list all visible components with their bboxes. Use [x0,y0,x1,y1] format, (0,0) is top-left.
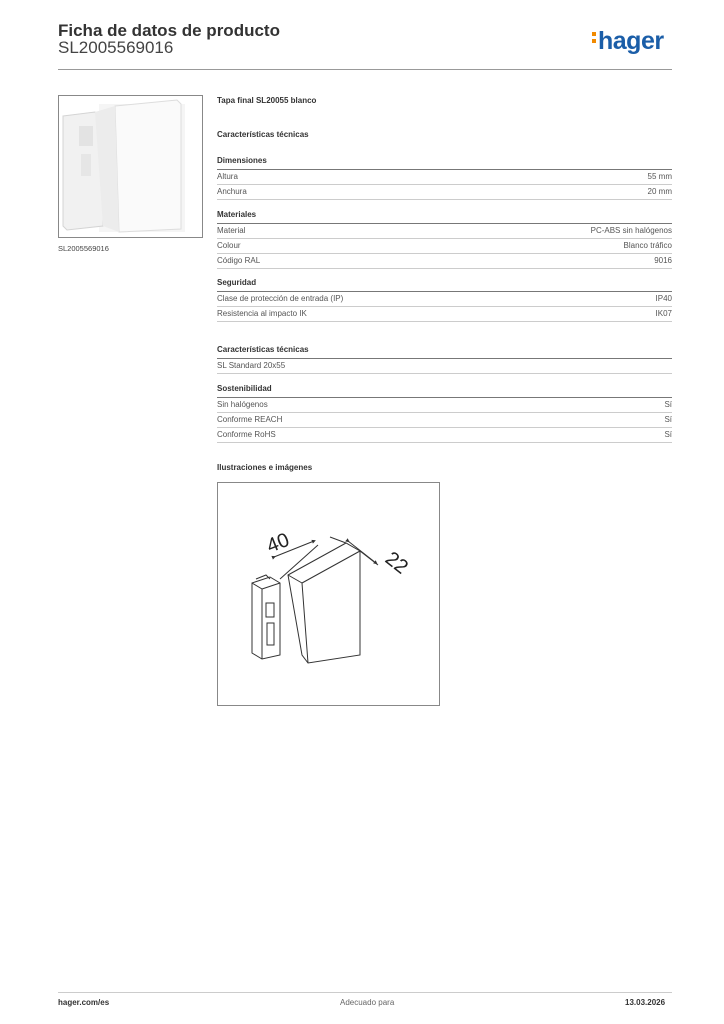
footer-divider [58,992,672,993]
spec-row: Colour Blanco tráfico [217,239,672,254]
footer-website[interactable]: hager.com/es [58,998,110,1007]
spec-row: SL Standard 20x55 [217,359,672,374]
spec-row: Conforme REACH Sí [217,413,672,428]
section-title: Sostenibilidad [217,384,672,398]
spec-row: Resistencia al impacto IK IK07 [217,307,672,322]
section-title: Dimensiones [217,156,672,170]
safety-section [217,278,672,322]
tech2-section [217,345,672,374]
section-title: Características técnicas [217,345,672,359]
product-title: Tapa final SL20055 blanco [217,96,317,105]
dimension-label-40: 40 [263,528,293,558]
dimension-label-22: 22 [380,547,412,579]
tech-heading: Características técnicas [217,130,309,139]
spec-row: Código RAL 9016 [217,254,672,269]
footer-suitable: Adecuado para [340,998,395,1007]
header-divider [58,69,672,70]
technical-drawing [217,482,440,706]
footer-date: 13.03.2026 [625,998,666,1007]
spec-row: Clase de protección de entrada (IP) IP40 [217,292,672,307]
materials-section [217,210,672,269]
spec-row: Sin halógenos Sí [217,398,672,413]
sustainability-section [217,384,672,443]
page-title: Ficha de datos de producto [58,21,280,40]
spec-row: Conforme RoHS Sí [217,428,672,443]
product-image-caption: SL2005569016 [58,244,109,253]
spec-row: Anchura 20 mm [217,185,672,200]
product-image [58,95,203,238]
hager-logo: hager [592,27,664,56]
product-reference: SL2005569016 [58,38,174,57]
logo-dots-icon [592,29,596,46]
section-title: Materiales [217,210,672,224]
section-title: Seguridad [217,278,672,292]
spec-row: Altura 55 mm [217,170,672,185]
dimensions-section [217,156,672,200]
spec-row: Material PC-ABS sin halógenos [217,224,672,239]
illustrations-title: Ilustraciones e imágenes [217,463,313,472]
